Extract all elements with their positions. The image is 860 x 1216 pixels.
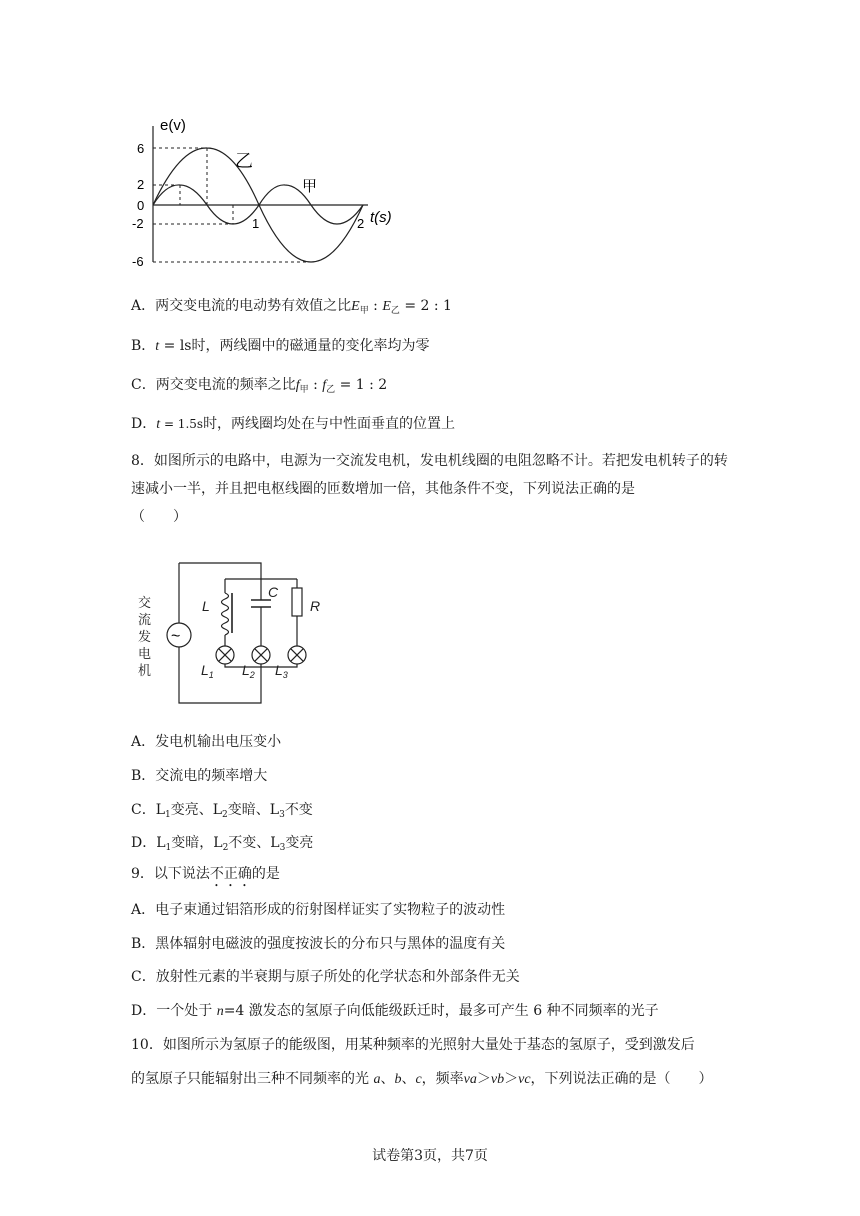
q10-stem-line2: 的氢原子只能辐射出三种不同频率的光 a、b、c，频率va＞vb＞vc，下列说法正确的是（ ）: [131, 1071, 713, 1087]
q8-stem: 8．如图所示的电路中，电源为一交流发电机，发电机线圈的电阻忽略不计。若把发电机转子的转速减小一半，并且把电枢线圈的匝数增加一倍，其他条件不变，下列说法正确的是 （ ）: [131, 453, 728, 525]
emphasis-text: 不正确: [209, 866, 252, 882]
q9-option-d: D．一个处于 n=4 激发态的氢原子向低能级跃迁时，最多可产生 6 种不同频率的光子: [131, 1003, 659, 1019]
label-capacitor: C: [268, 584, 279, 600]
label-lamp2: $L_2$: [242, 662, 255, 680]
emf-time-graph: [128, 112, 418, 272]
lamp-l3: [288, 646, 306, 664]
label-lamp1: $L_1$: [201, 662, 214, 680]
generator-label-5: 机: [138, 663, 152, 678]
q8-option-b: B．交流电的频率增大: [131, 768, 268, 784]
generator-label-4: 电: [138, 646, 152, 661]
q8-option-c: C．$L_1$变亮、$L_2$变暗、$L_3$不变: [131, 802, 313, 820]
x-tick-2: 2: [357, 216, 365, 231]
x-tick-1: 1: [252, 216, 260, 231]
q7-option-d: D．t = 1.5s时，两线圈均处在与中性面垂直的位置上: [131, 416, 456, 432]
generator-label-2: 流: [138, 612, 152, 627]
y-tick-neg6: -6: [132, 254, 144, 269]
circuit-diagram: [130, 555, 340, 707]
q7-option-b: B．t = ls时，两线圈中的磁通量的变化率均为零: [131, 338, 430, 354]
y-tick-0: 0: [137, 198, 145, 213]
label-resistor: R: [310, 598, 321, 614]
q7-option-a: A．两交变电流的电动势有效值之比$E_甲$ : $E_乙 = 2$ : 1: [131, 298, 452, 316]
q8-option-a: A．发电机输出电压变小: [131, 734, 282, 750]
q9-option-a: A．电子束通过铝箔形成的衍射图样证实了实物粒子的波动性: [131, 902, 506, 918]
resistor: [292, 588, 302, 616]
q9-option-b: B．黑体辐射电磁波的强度按波长的分布只与黑体的温度有关: [131, 936, 506, 952]
generator-label-3: 发: [138, 629, 152, 644]
q10-stem-line1: 10．如图所示为氢原子的能级图，用某种频率的光照射大量处于基态的氢原子，受到激发后: [131, 1037, 695, 1053]
curve-yi-label: 乙: [235, 151, 253, 171]
tilde-icon: ~: [171, 628, 181, 645]
inductor-coil: [222, 593, 229, 635]
lamp-l2: [252, 646, 270, 664]
generator-label-1: 交: [138, 595, 152, 610]
y-tick-neg2: -2: [132, 216, 144, 231]
label-inductor: L: [202, 598, 210, 614]
q7-option-c: C．两交变电流的频率之比$f_甲$ : $f_乙 = 1$ : 2: [131, 377, 388, 395]
y-axis-label: e(v): [160, 117, 186, 134]
lamp-l1: [216, 646, 234, 664]
answer-paren: （ ）: [131, 509, 187, 525]
q9-stem: 9．以下说法不正确的是: [131, 866, 280, 882]
y-tick-6: 6: [137, 141, 145, 156]
label-lamp3: $L_3$: [275, 662, 288, 680]
q9-option-c: C．放射性元素的半衰期与原子所处的化学状态和外部条件无关: [131, 969, 520, 985]
page-footer: 试卷第3页，共7页: [372, 1148, 488, 1164]
x-axis-label: t(s): [370, 209, 392, 226]
q8-option-d: D．$L_1$变暗，$L_2$不变、$L_3$变亮: [131, 835, 314, 853]
curve-jia-label: 甲: [302, 178, 318, 195]
y-tick-2: 2: [137, 177, 145, 192]
